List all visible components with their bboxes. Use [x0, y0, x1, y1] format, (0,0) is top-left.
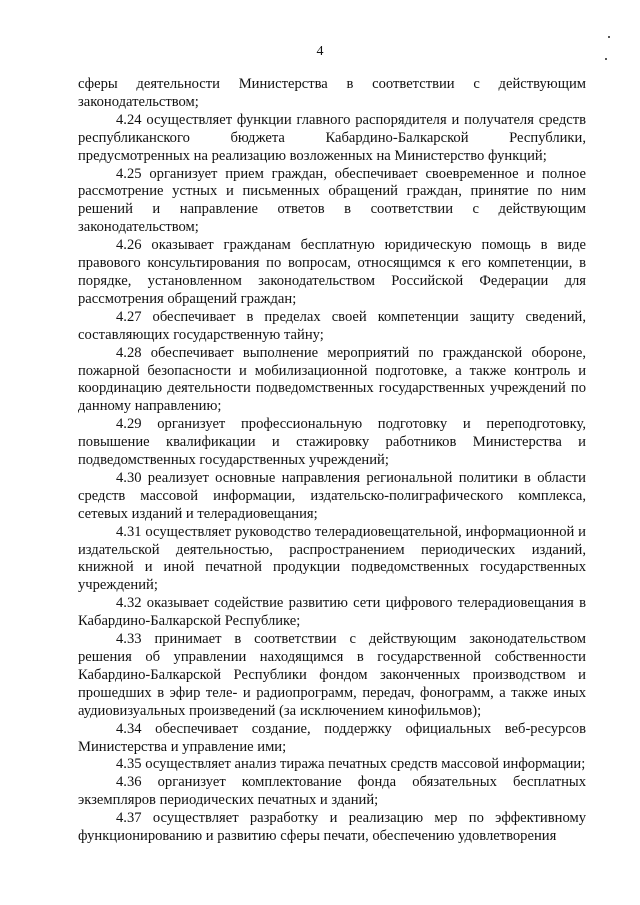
paragraph-4-37: 4.37 осуществляет разработку и реализацию мер по эффективному функционированию и развитию сферы печати, обеспечению удовлетворения: [78, 810, 586, 845]
paragraph-4-32: 4.32 оказывает содействие развитию сети цифрового телерадиовещания в Кабардино-Балкарской Республике;: [78, 595, 586, 630]
scan-speck: [605, 58, 607, 60]
scan-speck: [608, 36, 610, 38]
paragraph-continuation: сферы деятельности Министерства в соответствии с действующим законодательством;: [78, 76, 586, 110]
paragraph-4-27: 4.27 обеспечивает в пределах своей компетенции защиту сведений, составляющих государственную тайну;: [78, 308, 586, 343]
paragraph-4-35: 4.35 осуществляет анализ тиража печатных средств массовой информации;: [116, 756, 586, 773]
paragraph-4-24: 4.24 осуществляет функции главного распорядителя и получателя средств республиканского бюджета Кабардино-Балкарской Республики, предусмотренных на реализацию возложенных на Министерство функций;: [78, 111, 586, 164]
paragraph-4-25: 4.25 организует прием граждан, обеспечивает своевременное и полное рассмотрение устных и письменных обращений граждан, принятие по ним решений и направление ответов в соответствии с действующим законодательством;: [78, 165, 586, 236]
paragraph-4-28: 4.28 обеспечивает выполнение мероприятий по гражданской обороне, пожарной безопасности и мобилизационной подготовке, а также контроль и координацию деятельности подведомственных государственных учреждений по данному направлению;: [78, 344, 586, 415]
paragraph-4-31: 4.31 осуществляет руководство телерадиовещательной, информационной и издательской деятельностью, распространением периодических изданий, книжной и иной печатной продукции подведомственных государственных учреждений;: [78, 523, 586, 594]
page-number: 4: [316, 44, 324, 59]
paragraph-4-36: 4.36 организует комплектование фонда обязательных бесплатных экземпляров периодических печатных и зданий;: [78, 774, 586, 809]
paragraph-4-26: 4.26 оказывает гражданам бесплатную юридическую помощь в виде правового консультирования по вопросам, относящимся к его компетенции, в порядке, установленном законодательством Российской Федерации для рассмотрения обращений граждан;: [78, 237, 586, 307]
document-body: [78, 76, 586, 846]
paragraph-4-30: 4.30 реализует основные направления региональной политики в области средств массовой информации, издательско-полиграфического комплекса, сетевых изданий и телерадиовещания;: [78, 469, 586, 522]
paragraph-4-33: 4.33 принимает в соответствии с действующим законодательством решения об управлении находящимся в государственной собственности Кабардино-Балкарской Республики фондом законченных производством и прошедших в эфир теле- и радиопрограмм, передач, фонограмм, а также иных аудиовизуальных произведений (за исключением кинофильмов);: [78, 631, 586, 719]
paragraph-4-34: 4.34 обеспечивает создание, поддержку официальных веб-ресурсов Министерства и управление ими;: [78, 720, 586, 755]
paragraph-4-29: 4.29 организует профессиональную подготовку и переподготовку, повышение квалификации и стажировку работников Министерства и подведомственных государственных учреждений;: [78, 416, 586, 469]
